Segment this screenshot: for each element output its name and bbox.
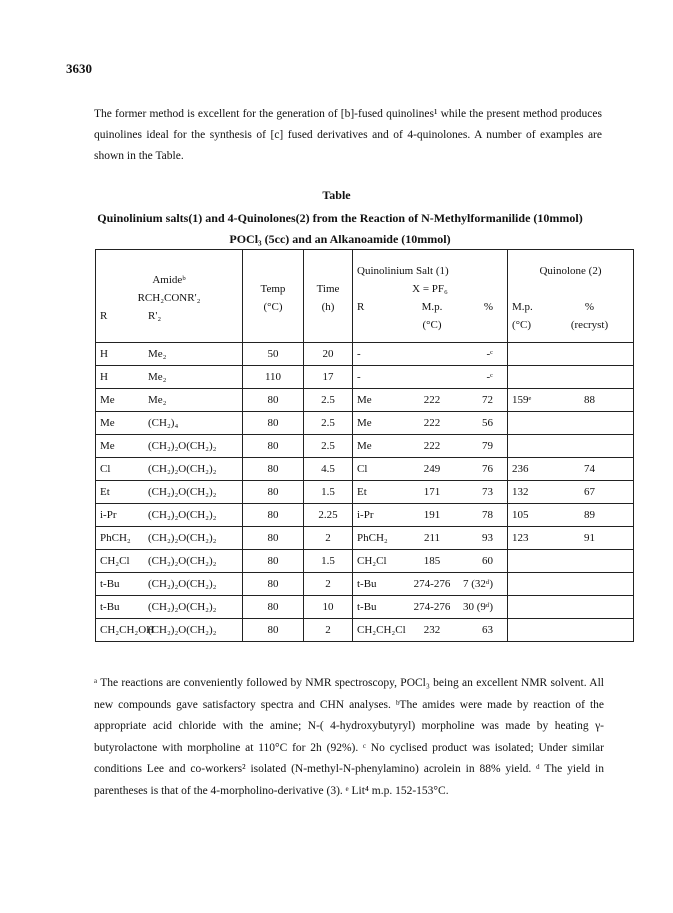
quinolone-mp: 123 <box>512 532 529 544</box>
amide-rprime: (CH₂)₂O(CH₂)₂ <box>148 578 217 590</box>
amide-rprime: (CH₂)₂O(CH₂)₂ <box>148 486 217 498</box>
amide-cell <box>96 412 243 435</box>
table-row <box>96 527 634 550</box>
table-title: Table <box>322 188 351 202</box>
salt-r: Cl <box>357 463 368 475</box>
salt-cell <box>353 573 508 596</box>
header-salt-mp-unit: (°C) <box>422 319 442 331</box>
salt-pct: 72 <box>482 394 493 406</box>
header-q-pct-note: (recryst) <box>570 319 609 331</box>
amide-rprime: (CH₂)₂O(CH₂)₂ <box>148 509 217 521</box>
amide-rprime: (CH₂)₄ <box>148 417 179 429</box>
temp-cell: 80 <box>243 435 304 458</box>
salt-r: Et <box>357 486 367 498</box>
salt-mp: 222 <box>423 394 441 406</box>
salt-pct: 76 <box>482 463 493 475</box>
amide-cell <box>96 573 243 596</box>
quinolone-pct: 67 <box>584 486 595 498</box>
table-caption-line-1: Quinolinium salts(1) and 4-Quinolones(2) from the Reaction of N-Methylformanilide (10mmol) <box>97 211 583 225</box>
salt-pct: -ᶜ <box>486 348 493 360</box>
salt-r: CH₂Cl <box>357 555 387 567</box>
amide-cell <box>96 619 243 642</box>
salt-r: t-Bu <box>357 601 377 613</box>
salt-cell <box>353 550 508 573</box>
salt-mp: 249 <box>423 463 441 475</box>
temp-cell: 80 <box>243 596 304 619</box>
temp-cell: 110 <box>243 366 304 389</box>
temp-cell: 80 <box>243 527 304 550</box>
salt-r: Me <box>357 417 372 429</box>
salt-cell <box>353 412 508 435</box>
header-temp-label: Temp <box>260 283 286 295</box>
quinolone-cell <box>508 504 634 527</box>
time-cell: 10 <box>304 596 353 619</box>
quinolone-cell <box>508 412 634 435</box>
table-row <box>96 389 634 412</box>
temp-cell: 80 <box>243 619 304 642</box>
header-temp <box>243 250 304 343</box>
salt-r: - <box>357 348 361 360</box>
amide-r: H <box>100 371 108 383</box>
amide-rprime: (CH₂)₂O(CH₂)₂ <box>148 601 217 613</box>
time-cell: 2.5 <box>304 435 353 458</box>
header-time-unit: (h) <box>321 301 335 313</box>
time-cell: 1.5 <box>304 481 353 504</box>
amide-rprime: (CH₂)₂O(CH₂)₂ <box>148 555 217 567</box>
salt-pct: 93 <box>482 532 493 544</box>
time-cell: 20 <box>304 343 353 366</box>
time-cell: 4.5 <box>304 458 353 481</box>
salt-cell <box>353 343 508 366</box>
amide-rprime: Me₂ <box>148 394 167 406</box>
salt-cell <box>353 504 508 527</box>
salt-r: PhCH₂ <box>357 532 388 544</box>
header-salt-label: Quinolinium Salt (1) <box>357 265 449 277</box>
amide-cell <box>96 504 243 527</box>
quinolone-pct: 91 <box>584 532 595 544</box>
quinolone-cell <box>508 550 634 573</box>
header-salt <box>353 250 508 343</box>
salt-pct: -ᶜ <box>486 371 493 383</box>
salt-pct: 78 <box>482 509 493 521</box>
header-salt-r: R <box>357 301 365 313</box>
salt-cell <box>353 389 508 412</box>
amide-rprime: (CH₂)₂O(CH₂)₂ <box>148 440 217 452</box>
header-amide-label: Amideᵇ <box>152 274 186 286</box>
amide-rprime: Me₂ <box>148 348 167 360</box>
amide-cell <box>96 550 243 573</box>
table-row <box>96 596 634 619</box>
salt-pct: 73 <box>482 486 493 498</box>
table-caption <box>60 208 620 250</box>
quinolone-cell <box>508 596 634 619</box>
amide-rprime: Me₂ <box>148 371 167 383</box>
amide-cell <box>96 366 243 389</box>
quinolone-cell <box>508 481 634 504</box>
quinolone-cell <box>508 366 634 389</box>
table-row <box>96 435 634 458</box>
temp-cell: 80 <box>243 550 304 573</box>
salt-pct: 79 <box>482 440 493 452</box>
salt-r: - <box>357 371 361 383</box>
quinolone-cell <box>508 619 634 642</box>
table-row <box>96 504 634 527</box>
header-temp-unit: (°C) <box>263 301 283 313</box>
salt-cell <box>353 458 508 481</box>
salt-mp: 191 <box>423 509 441 521</box>
temp-cell: 80 <box>243 389 304 412</box>
time-cell: 1.5 <box>304 550 353 573</box>
header-time <box>304 250 353 343</box>
amide-cell <box>96 481 243 504</box>
time-cell: 2.25 <box>304 504 353 527</box>
header-r-prime: R'₂ <box>148 310 162 322</box>
salt-pct: 7 (32ᵈ) <box>463 578 493 590</box>
quinolone-cell <box>508 343 634 366</box>
time-cell: 2.5 <box>304 389 353 412</box>
header-amide <box>96 250 243 343</box>
header-q-mp: M.p. <box>512 301 533 313</box>
quinolone-pct: 89 <box>584 509 595 521</box>
salt-r: CH₂CH₂Cl <box>357 624 406 636</box>
amide-rprime: (CH₂)₂O(CH₂)₂ <box>148 624 217 636</box>
quinolone-mp: 132 <box>512 486 529 498</box>
header-q-mp-unit: (°C) <box>512 319 532 331</box>
temp-cell: 50 <box>243 343 304 366</box>
temp-cell: 80 <box>243 412 304 435</box>
quinolone-mp: 105 <box>512 509 529 521</box>
amide-r: Et <box>100 486 110 498</box>
salt-cell <box>353 481 508 504</box>
quinolone-cell <box>508 389 634 412</box>
table-row <box>96 412 634 435</box>
amide-cell <box>96 458 243 481</box>
footnotes: ᵃ The reactions are conveniently followed by NMR spectroscopy, POCl₃ being an excellent NMR solvent. All new compounds gave satisfactory spectra and CHN analyses. ᵇThe amides were made by reaction of the appropriate acid chloride with the amine; N-( 4-hydroxybutyryl) morpholine was made by heating γ-butyrolactone with morpholine at 110°C for 2h (92%). ᶜ No cyclised product was isolated; Under similar conditions Lee and co-workers² isolated (N-methyl-N-phenylamino) acrolein in 88% yield. ᵈ The yield in parentheses is that of the 4-morpholino-derivative (3). ᵉ Lit⁴ m.p. 152-153°C. <box>94 677 604 797</box>
amide-rprime: (CH₂)₂O(CH₂)₂ <box>148 463 217 475</box>
quinolone-mp: 159ᵉ <box>512 394 532 406</box>
table-row <box>96 481 634 504</box>
table-caption-line-2: POCl₃ (5cc) and an Alkanoamide (10mmol) <box>229 232 451 246</box>
salt-cell <box>353 619 508 642</box>
salt-cell <box>353 596 508 619</box>
salt-pct: 60 <box>482 555 493 567</box>
header-salt-mp: M.p. <box>421 301 443 313</box>
quinolone-pct: 88 <box>584 394 595 406</box>
amide-r: Me <box>100 440 115 452</box>
time-cell: 17 <box>304 366 353 389</box>
amide-cell <box>96 343 243 366</box>
amide-r: t-Bu <box>100 601 120 613</box>
amide-r: CH₂Cl <box>100 555 130 567</box>
header-time-label: Time <box>316 283 340 295</box>
table-row <box>96 366 634 389</box>
temp-cell: 80 <box>243 504 304 527</box>
salt-r: Me <box>357 394 372 406</box>
time-cell: 2.5 <box>304 412 353 435</box>
amide-cell <box>96 527 243 550</box>
amide-cell <box>96 596 243 619</box>
amide-cell <box>96 435 243 458</box>
amide-r: PhCH₂ <box>100 532 131 544</box>
header-quinolone-label: Quinolone (2) <box>539 265 602 277</box>
salt-cell <box>353 527 508 550</box>
salt-mp: 222 <box>423 440 441 452</box>
amide-r: Me <box>100 417 115 429</box>
quinolone-cell <box>508 458 634 481</box>
table-row <box>96 343 634 366</box>
salt-mp: 185 <box>423 555 441 567</box>
amide-cell <box>96 389 243 412</box>
salt-r: t-Bu <box>357 578 377 590</box>
amide-r: CH₂CH₂OH <box>100 624 155 636</box>
amide-r: Cl <box>100 463 111 475</box>
time-cell: 2 <box>304 619 353 642</box>
quinolone-cell <box>508 573 634 596</box>
salt-pct: 30 (9ᵈ) <box>463 601 493 613</box>
time-cell: 2 <box>304 527 353 550</box>
salt-mp: 171 <box>423 486 441 498</box>
amide-r: t-Bu <box>100 578 120 590</box>
amide-r: Me <box>100 394 115 406</box>
quinolone-pct: 74 <box>584 463 595 475</box>
amide-r: i-Pr <box>100 509 117 521</box>
header-r: R <box>100 310 108 322</box>
time-cell: 2 <box>304 573 353 596</box>
table-row <box>96 458 634 481</box>
quinolone-mp: 236 <box>512 463 529 475</box>
header-q-pct: % <box>584 301 595 313</box>
salt-pct: 63 <box>482 624 493 636</box>
header-amide-formula: RCH₂CONR'₂ <box>137 292 201 304</box>
header-salt-pct: % <box>483 301 493 313</box>
salt-mp: 211 <box>423 532 441 544</box>
temp-cell: 80 <box>243 458 304 481</box>
results-table <box>95 249 634 642</box>
salt-mp: 222 <box>423 417 441 429</box>
temp-cell: 80 <box>243 573 304 596</box>
salt-r: i-Pr <box>357 509 374 521</box>
salt-mp: 274-276 <box>413 601 451 613</box>
amide-rprime: (CH₂)₂O(CH₂)₂ <box>148 532 217 544</box>
table-row <box>96 619 634 642</box>
quinolone-cell <box>508 527 634 550</box>
salt-cell <box>353 435 508 458</box>
quinolone-cell <box>508 435 634 458</box>
salt-mp: 274-276 <box>413 578 451 590</box>
header-quinolone <box>508 250 634 343</box>
table-row <box>96 550 634 573</box>
salt-r: Me <box>357 440 372 452</box>
amide-r: H <box>100 348 108 360</box>
table-header-row <box>96 250 634 343</box>
table-row <box>96 573 634 596</box>
salt-cell <box>353 366 508 389</box>
intro-paragraph: The former method is excellent for the generation of [b]-fused quinolines¹ while the present method produces quinolines ideal for the synthesis of [c] fused derivatives and of 4-quinolones. A number of examples are shown in the Table. <box>94 108 602 162</box>
salt-pct: 56 <box>482 417 493 429</box>
header-salt-x: X = PF₆ <box>412 283 448 295</box>
salt-mp: 232 <box>423 624 441 636</box>
page-number: 3630 <box>66 61 92 76</box>
temp-cell: 80 <box>243 481 304 504</box>
